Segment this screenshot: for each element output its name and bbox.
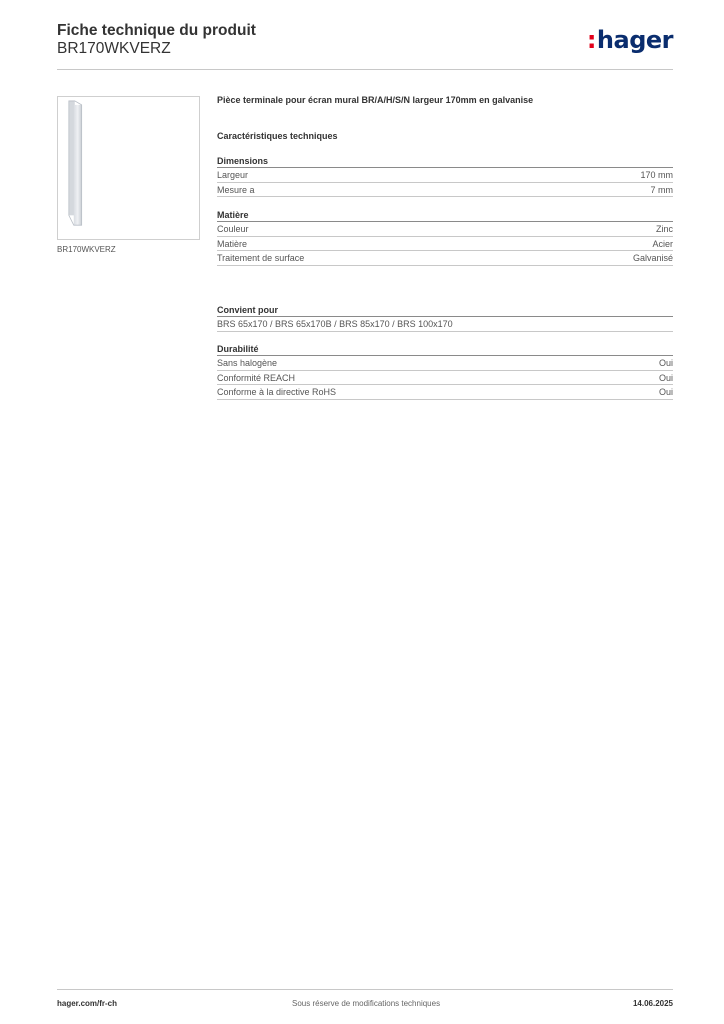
- footer-notice: Sous réserve de modifications techniques: [292, 999, 441, 1008]
- logo-dots: :: [586, 26, 596, 54]
- group-title-dimensions: Dimensions: [217, 155, 673, 168]
- product-description: Pièce terminale pour écran mural BR/A/H/S/N largeur 170mm en galvanise: [217, 95, 534, 105]
- product-content: [217, 94, 673, 142]
- group-title-durabilite: Durabilité: [217, 343, 673, 356]
- row-label: Largeur: [217, 170, 249, 180]
- row-value: Zinc: [655, 224, 673, 234]
- row-label: Traitement de surface: [217, 253, 305, 263]
- row-label: BRS 65x170 / BRS 65x170B / BRS 85x170 / BRS 100x170: [217, 319, 453, 329]
- technical-characteristics-heading: Caractéristiques techniques: [217, 131, 338, 141]
- table-row: [217, 168, 673, 183]
- product-reference: BR170WKVERZ: [57, 40, 171, 57]
- group-title-matiere: Matière: [217, 209, 673, 222]
- row-value: Acier: [652, 238, 673, 249]
- row-label: Mesure a: [217, 184, 255, 195]
- row-label: Couleur: [217, 224, 249, 234]
- dimensions-group: [217, 155, 673, 197]
- table-row: [217, 371, 673, 386]
- row-value: Galvanisé: [632, 253, 673, 263]
- row-value: Oui: [658, 372, 673, 383]
- table-row: [217, 237, 673, 252]
- row-value: Oui: [658, 358, 673, 368]
- row-label: Conformité REACH: [217, 372, 296, 383]
- table-row: [217, 251, 673, 266]
- logo-text: hager: [596, 26, 673, 54]
- footer-website-link[interactable]: hager.com/fr-ch: [57, 999, 118, 1008]
- convient-pour-group: [217, 304, 673, 332]
- footer-date: 14.06.2025: [632, 999, 673, 1008]
- image-caption: BR170WKVERZ: [57, 245, 116, 254]
- row-value: 170 mm: [640, 170, 673, 180]
- document-title: Fiche technique du produit: [57, 22, 256, 39]
- table-row: [217, 385, 673, 400]
- row-label: Matière: [217, 238, 248, 249]
- product-image: [57, 96, 200, 240]
- end-piece-body: [74, 105, 82, 225]
- table-row: [217, 317, 673, 332]
- row-label: Sans halogène: [217, 358, 278, 368]
- durabilite-group: [217, 343, 673, 400]
- row-label: Conforme à la directive RoHS: [217, 387, 337, 397]
- end-piece-illustration: [58, 97, 199, 239]
- row-value: 7 mm: [650, 184, 673, 195]
- page-footer: [57, 989, 673, 1013]
- group-title-convient-pour: Convient pour: [217, 304, 673, 317]
- table-row: [217, 183, 673, 198]
- row-value: Oui: [658, 387, 673, 397]
- table-row: [217, 356, 673, 371]
- matiere-group: [217, 209, 673, 266]
- table-row: [217, 222, 673, 237]
- hager-logo: [587, 26, 673, 54]
- page-header: [57, 22, 673, 70]
